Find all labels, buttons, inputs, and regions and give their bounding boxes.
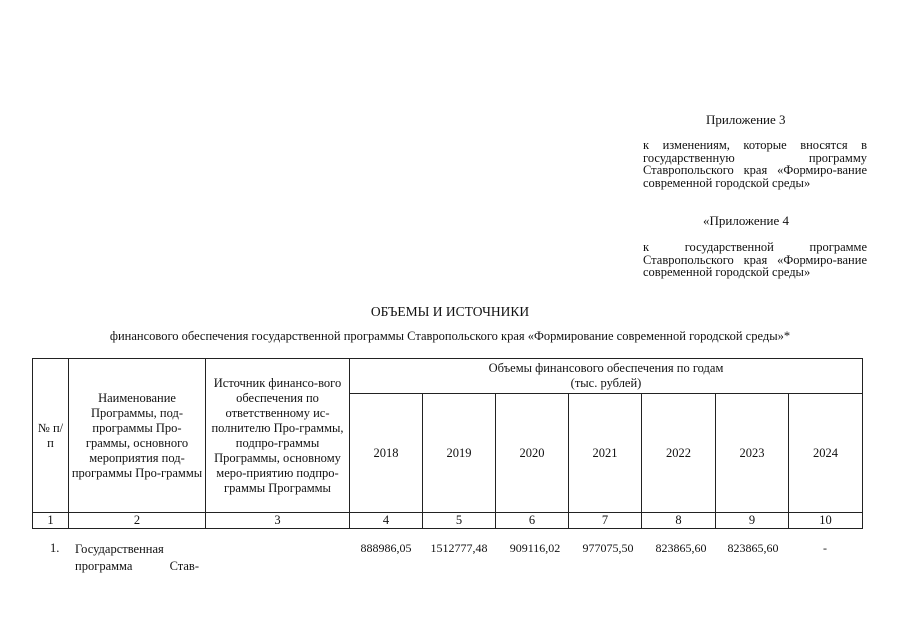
header-year: 2018 [350, 394, 423, 513]
row-value: 888986,05 [360, 541, 412, 555]
row-value: 977075,50 [582, 541, 634, 555]
header-year: 2021 [569, 394, 642, 513]
financing-table [32, 358, 863, 529]
appendix-title-2: «Приложение 4 [703, 213, 790, 228]
column-number: 1 [33, 513, 69, 529]
header-year: 2024 [789, 394, 863, 513]
row-value: 1512777,48 [430, 541, 488, 555]
column-number: 8 [642, 513, 716, 529]
document-subtitle: финансового обеспечения государственной программы Ставропольского края «Формирование современной городской среды»* [109, 329, 791, 343]
row-value: - [823, 541, 827, 555]
appendix-text-1: к изменениям, которые вносятся в государственную программу Ставропольского края «Формиро-вание современной городской среды» [643, 138, 867, 190]
header-volumes [350, 359, 863, 394]
header-year: 2019 [423, 394, 496, 513]
header-num: № п/п [33, 359, 69, 513]
header-source: Источник финансо-вого обеспечения по ответственному ис-полнителю Про-граммы, подпро-граммы Программы, основному меро-приятию подпро-граммы Программы [206, 359, 350, 513]
column-number: 7 [569, 513, 642, 529]
row-number: 1. [50, 541, 60, 555]
column-number: 2 [69, 513, 206, 529]
column-number: 9 [716, 513, 789, 529]
header-year: 2020 [496, 394, 569, 513]
header-volumes-unit: (тыс. рублей) [570, 376, 642, 390]
header-year: 2022 [642, 394, 716, 513]
column-number: 4 [350, 513, 423, 529]
row-value: 909116,02 [509, 541, 561, 555]
document-title: ОБЪЕМЫ И ИСТОЧНИКИ [370, 304, 530, 319]
column-number-row [33, 513, 863, 529]
header-year: 2023 [716, 394, 789, 513]
column-number: 10 [789, 513, 863, 529]
row-value: 823865,60 [727, 541, 779, 555]
header-name: Наименование Программы, под-программы Про-граммы, основного мероприятия под-программы Про-граммы [69, 359, 206, 513]
appendix-title-1: Приложение 3 [706, 112, 786, 127]
column-number: 5 [423, 513, 496, 529]
header-volumes-title: Объемы финансового обеспечения по годам [488, 361, 724, 375]
row-program-name: Государственная программа Став- [75, 542, 199, 573]
appendix-text-2: к государственной программе Ставропольского края «Формиро-вание современной городской среды» [643, 240, 867, 279]
column-number: 6 [496, 513, 569, 529]
row-value: 823865,60 [655, 541, 707, 555]
column-number: 3 [206, 513, 350, 529]
